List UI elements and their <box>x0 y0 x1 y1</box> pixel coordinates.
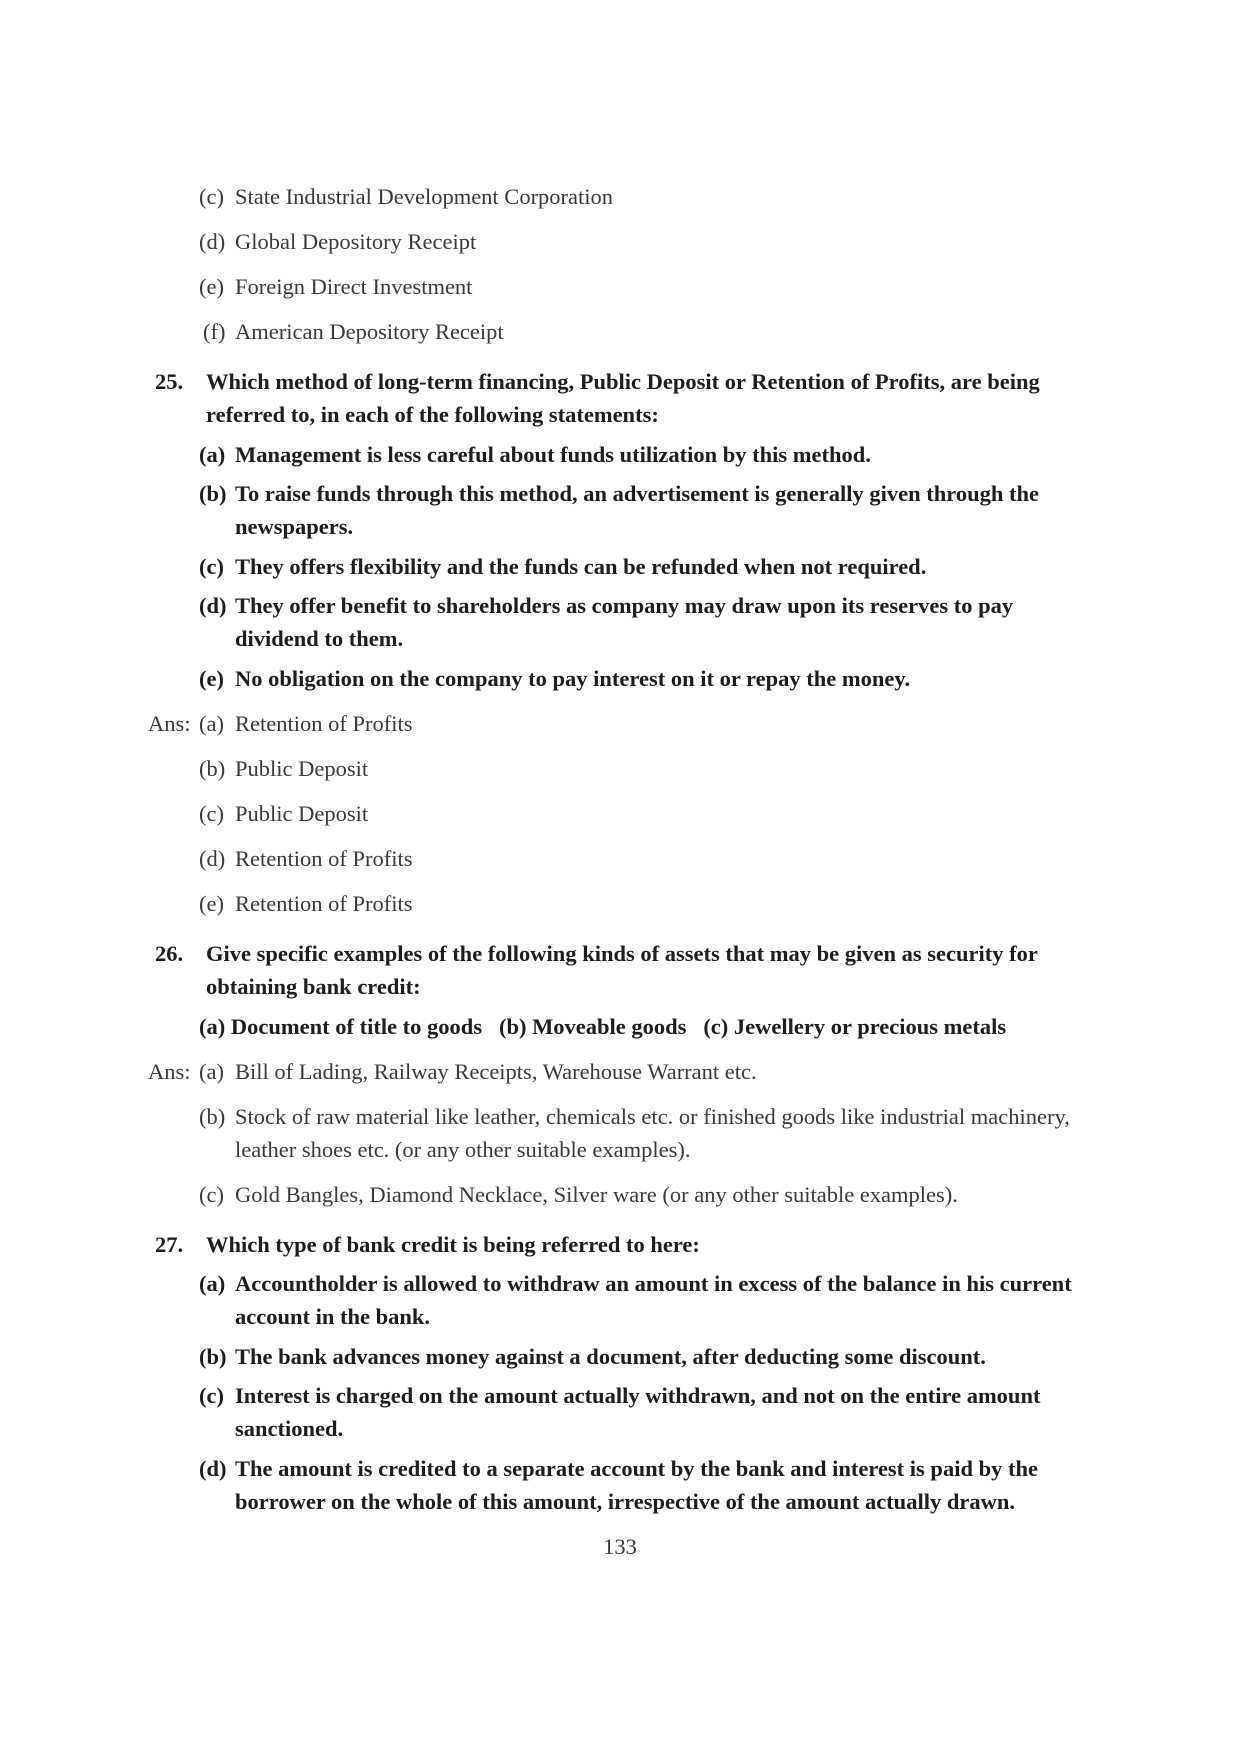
part-text: They offer benefit to shareholders as company may draw upon its reserves to pay dividend to them. <box>235 593 1014 651</box>
answer-label: (a) <box>199 1059 224 1084</box>
q26-parts: (a) Document of title to goods (b) Moveable goods (c) Jewellery or precious metals <box>199 1014 1007 1039</box>
answer-label: (c) <box>199 1182 224 1207</box>
option-label: (f) <box>203 319 226 344</box>
answer-label: (d) <box>199 846 226 871</box>
part-label: (b) <box>199 481 227 506</box>
answer-text: Gold Bangles, Diamond Necklace, Silver ware (or any other suitable examples). <box>235 1182 958 1207</box>
part-text: No obligation on the company to pay interest on it or repay the money. <box>235 666 911 691</box>
option-text: Global Depository Receipt <box>235 229 477 254</box>
part-text: The bank advances money against a document, after deducting some discount. <box>235 1344 986 1369</box>
part-text: The amount is credited to a separate account by the bank and interest is paid by the borrower on the whole of this amount, irrespective of the amount actually drawn. <box>235 1456 1038 1514</box>
option-text: Foreign Direct Investment <box>235 274 473 299</box>
option-label: (e) <box>199 274 224 299</box>
part-label: (d) <box>199 1456 227 1481</box>
question-number: 26. <box>155 941 184 966</box>
part-text: Interest is charged on the amount actually withdrawn, and not on the entire amount sanctioned. <box>235 1383 1041 1441</box>
answer-label: (c) <box>199 801 224 826</box>
answer-label: (e) <box>199 891 224 916</box>
part-label: (a) <box>199 1271 226 1296</box>
answer-label: (b) <box>199 1104 226 1129</box>
part-text: They offers flexibility and the funds can be refunded when not required. <box>235 554 927 579</box>
question-number: 25. <box>155 369 184 394</box>
answer-text: Bill of Lading, Railway Receipts, Warehouse Warrant etc. <box>235 1059 757 1084</box>
answer-label: (a) <box>199 711 224 736</box>
answer-text: Stock of raw material like leather, chemicals etc. or finished goods like industrial machinery, leather shoes etc. (or any other suitable examples). <box>235 1104 1070 1162</box>
option-text: American Depository Receipt <box>235 319 504 344</box>
part-label: (d) <box>199 593 227 618</box>
question-number: 27. <box>155 1232 184 1257</box>
part-text: Accountholder is allowed to withdraw an amount in excess of the balance in his current account in the bank. <box>235 1271 1072 1329</box>
answer-text: Retention of Profits <box>235 891 413 916</box>
answer-text: Retention of Profits <box>235 846 413 871</box>
part-text: Management is less careful about funds utilization by this method. <box>235 442 871 467</box>
part-label: (c) <box>199 1383 224 1408</box>
question-text: Which method of long-term financing, Public Deposit or Retention of Profits, are being referred to, in each of the following statements: <box>206 369 1040 427</box>
part-label: (c) <box>199 554 224 579</box>
answer-text: Public Deposit <box>235 756 369 781</box>
option-text: State Industrial Development Corporation <box>235 184 614 209</box>
answer-text: Retention of Profits <box>235 711 413 736</box>
answer-text: Public Deposit <box>235 801 369 826</box>
question-text: Which type of bank credit is being referred to here: <box>206 1232 700 1257</box>
part-text: To raise funds through this method, an advertisement is generally given through the newspapers. <box>235 481 1040 539</box>
question-text: Give specific examples of the following kinds of assets that may be given as security for obtaining bank credit: <box>206 941 1038 999</box>
part-label: (a) <box>199 442 226 467</box>
part-label: (b) <box>199 1344 227 1369</box>
answer-prefix: Ans: <box>148 711 191 736</box>
part-label: (e) <box>199 666 224 691</box>
option-label: (c) <box>199 184 224 209</box>
answer-prefix: Ans: <box>148 1059 191 1084</box>
option-label: (d) <box>199 229 226 254</box>
page-number: 133 <box>603 1534 637 1559</box>
answer-label: (b) <box>199 756 226 781</box>
